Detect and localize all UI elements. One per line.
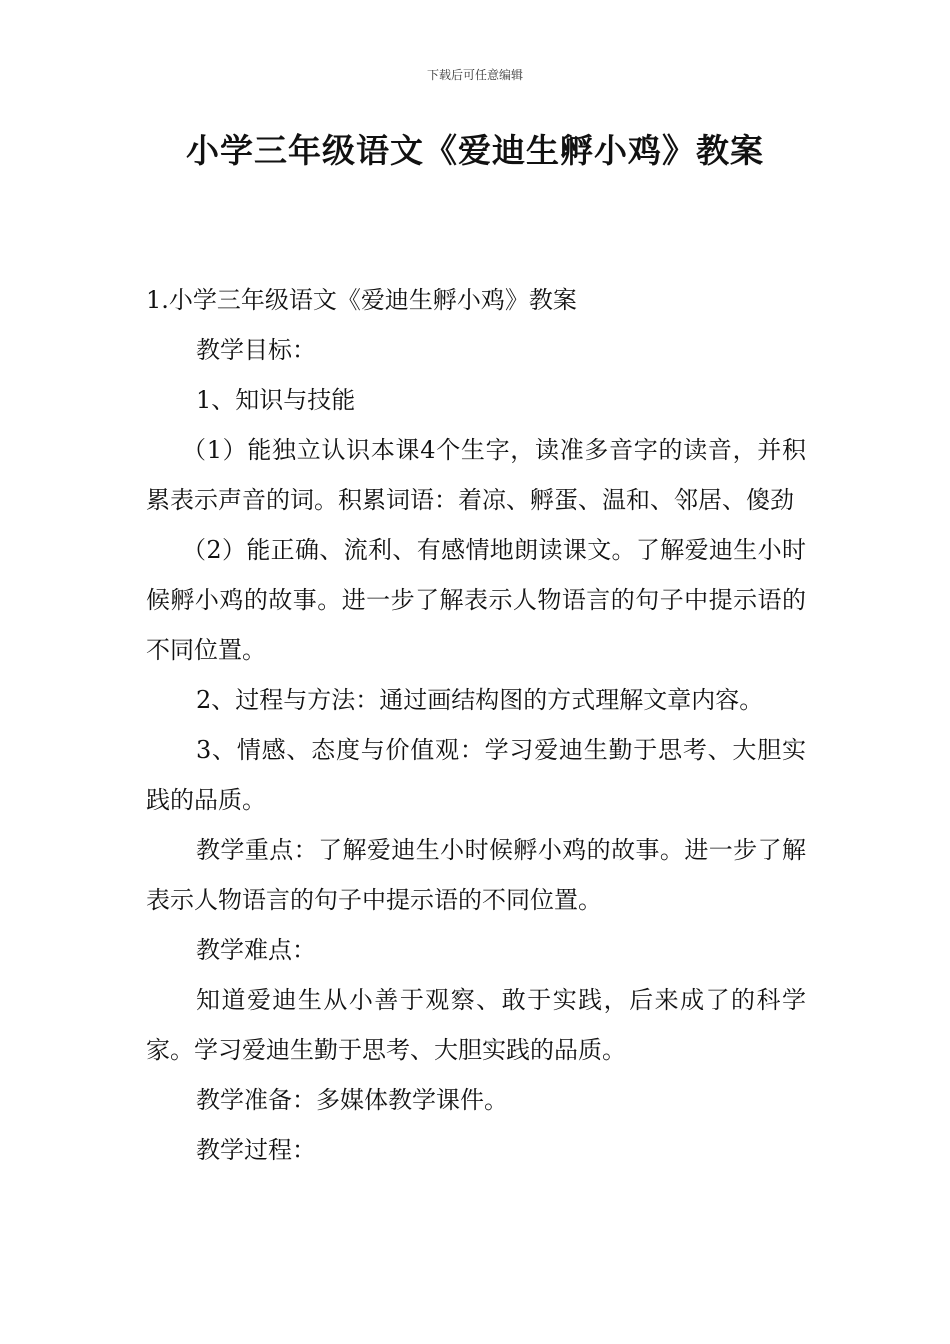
teaching-process-label: 教学过程： [196,1136,316,1164]
goal-emotion-values: 3、情感、态度与价值观：学习爱迪生勤于思考、大胆实践的品质。 [146,736,806,814]
goal-process-method: 2、过程与方法：通过画结构图的方式理解文章内容。 [196,686,764,714]
teaching-key-points: 教学重点：了解爱迪生小时候孵小鸡的故事。进一步了解表示人物语言的句子中提示语的不同位置。 [146,836,806,914]
goal-item-1: （1）能独立认识本课4个生字，读准多音字的读音，并积累表示声音的词。积累词语：着凉、孵蛋、温和、邻居、傻劲 [146,436,806,514]
teaching-difficulties-text: 知道爱迪生从小善于观察、敢于实践，后来成了的科学家。学习爱迪生勤于思考、大胆实践的品质。 [146,986,806,1064]
document-title: 小学三年级语文《爱迪生孵小鸡》教案 [186,131,764,170]
goal-item-2: （2）能正确、流利、有感情地朗读课文。了解爱迪生小时候孵小鸡的故事。进一步了解表示人物语言的句子中提示语的不同位置。 [146,536,806,664]
section-heading: 1.小学三年级语文《爱迪生孵小鸡》教案 [146,286,577,314]
goal-knowledge-skills: 1、知识与技能 [196,386,356,414]
header-note: 下载后可任意编辑 [426,68,523,82]
document-body [146,275,806,1175]
teaching-goals-label: 教学目标： [196,336,316,364]
teaching-difficulties-label: 教学难点： [196,936,316,964]
teaching-preparation: 教学准备：多媒体教学课件。 [196,1086,508,1114]
